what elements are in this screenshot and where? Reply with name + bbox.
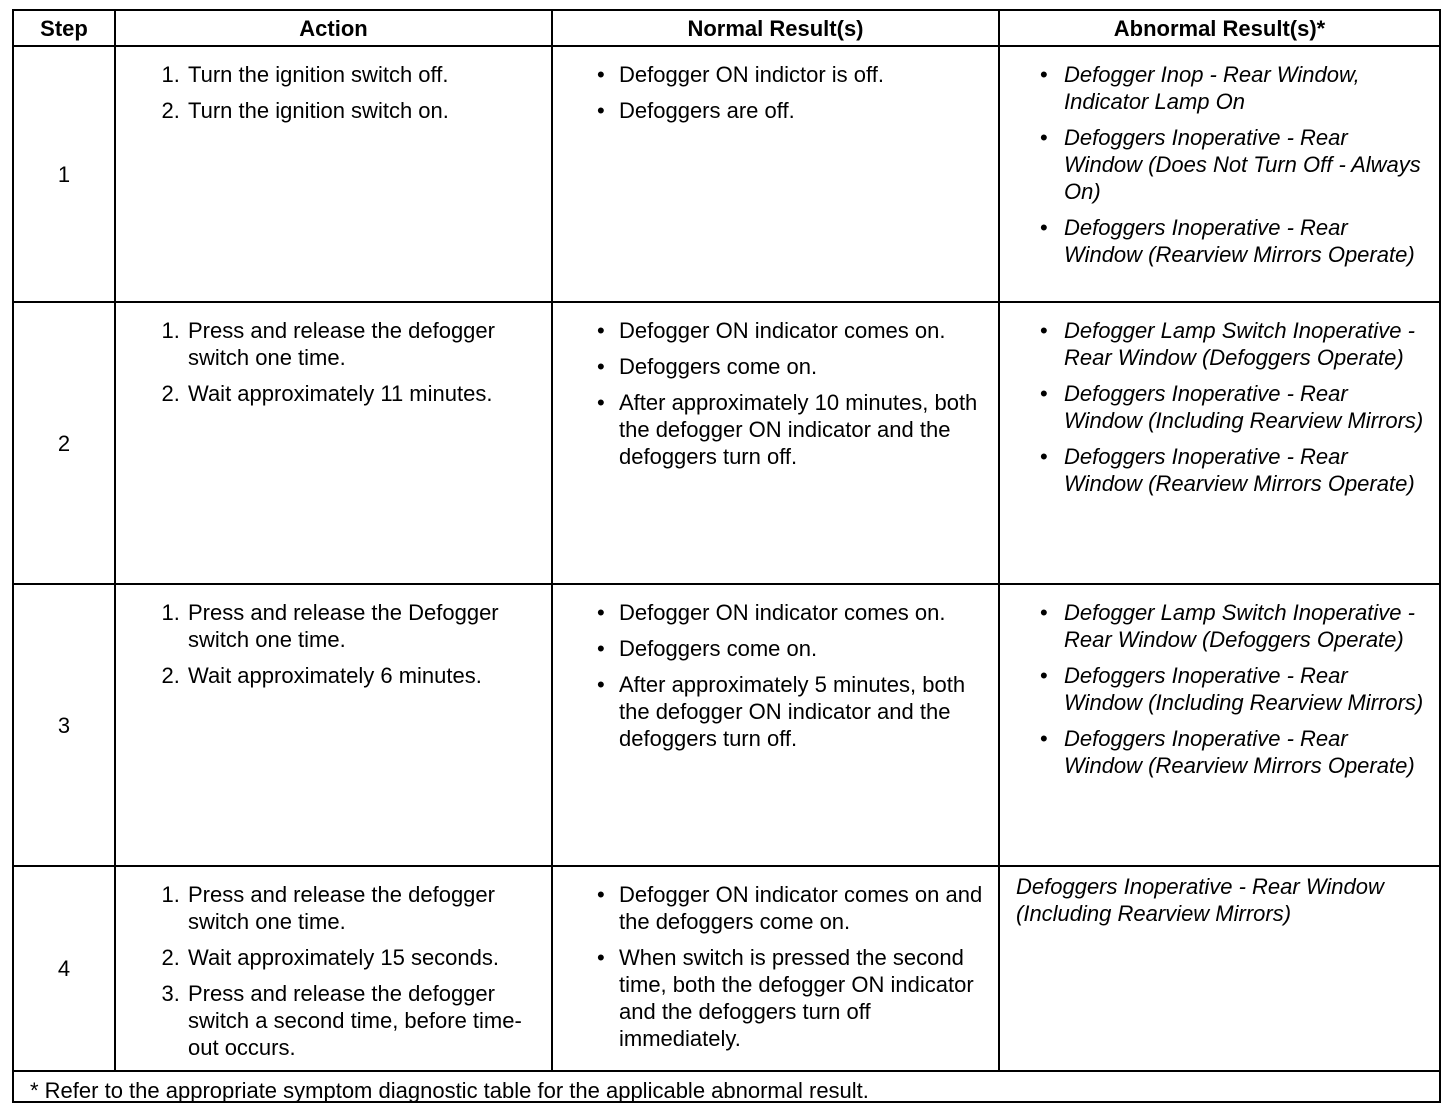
action-cell [115,46,552,302]
normal-item: • Defoggers are off. [619,97,990,124]
action-item: 1. Press and release the Defogger switch one time. [186,599,543,653]
table-row [14,584,1439,866]
header-action: Action [115,11,552,46]
action-item: 2. Wait approximately 11 minutes. [186,380,543,407]
normal-cell [552,46,999,302]
abnormal-item: • Defogger Lamp Switch Inoperative - Rear Window (Defoggers Operate) [1064,317,1431,371]
step-number: 2 [14,302,115,584]
normal-cell [552,866,999,1071]
header-abnormal: Abnormal Result(s)* [999,11,1439,46]
action-cell [115,302,552,584]
abnormal-item: • Defoggers Inoperative - Rear Window (Including Rearview Mirrors) [1064,380,1431,434]
footnote-row [14,1071,1439,1109]
diagnostic-table [14,11,1439,1109]
normal-cell [552,584,999,866]
action-cell [115,584,552,866]
normal-item: • Defogger ON indictor is off. [619,61,990,88]
abnormal-item: • Defoggers Inoperative - Rear Window (Rearview Mirrors Operate) [1064,214,1431,268]
normal-item: • After approximately 5 minutes, both the defogger ON indicator and the defoggers turn off. [619,671,990,752]
normal-item: • Defoggers come on. [619,353,990,380]
normal-item: • After approximately 10 minutes, both the defogger ON indicator and the defoggers turn off. [619,389,990,470]
abnormal-cell [999,584,1439,866]
abnormal-text: Defoggers Inoperative - Rear Window (Including Rearview Mirrors) [1016,874,1384,926]
step-number: 1 [14,46,115,302]
abnormal-item: • Defogger Lamp Switch Inoperative - Rear Window (Defoggers Operate) [1064,599,1431,653]
abnormal-item: • Defoggers Inoperative - Rear Window (Including Rearview Mirrors) [1064,662,1431,716]
step-number: 3 [14,584,115,866]
header-row [14,11,1439,46]
action-item: 2. Wait approximately 6 minutes. [186,662,543,689]
action-item: 2. Wait approximately 15 seconds. [186,944,543,971]
step-number: 4 [14,866,115,1071]
action-item: 2. Turn the ignition switch on. [186,97,543,124]
abnormal-cell [999,46,1439,302]
header-normal: Normal Result(s) [552,11,999,46]
normal-item: • Defoggers come on. [619,635,990,662]
action-cell [115,866,552,1071]
normal-cell [552,302,999,584]
footnote: * Refer to the appropriate symptom diagnostic table for the applicable abnormal result. [14,1071,1439,1109]
normal-item: • Defogger ON indicator comes on. [619,317,990,344]
abnormal-item: • Defoggers Inoperative - Rear Window (Rearview Mirrors Operate) [1064,725,1431,779]
action-item: 3. Press and release the defogger switch a second time, before time-out occurs. [186,980,543,1061]
table-row [14,866,1439,1071]
abnormal-item: • Defogger Inop - Rear Window, Indicator Lamp On [1064,61,1431,115]
abnormal-cell [999,866,1439,1071]
abnormal-cell [999,302,1439,584]
normal-item: • Defogger ON indicator comes on. [619,599,990,626]
abnormal-item: • Defoggers Inoperative - Rear Window (Rearview Mirrors Operate) [1064,443,1431,497]
action-item: 1. Press and release the defogger switch one time. [186,881,543,935]
table-row [14,46,1439,302]
action-item: 1. Turn the ignition switch off. [186,61,543,88]
normal-item: • When switch is pressed the second time, both the defogger ON indicator and the defoggers turn off immediately. [619,944,990,1052]
normal-item: • Defogger ON indicator comes on and the defoggers come on. [619,881,990,935]
header-step: Step [14,11,115,46]
abnormal-item: • Defoggers Inoperative - Rear Window (Does Not Turn Off - Always On) [1064,124,1431,205]
table-row [14,302,1439,584]
diagnostic-table-frame [12,9,1441,1103]
action-item: 1. Press and release the defogger switch one time. [186,317,543,371]
